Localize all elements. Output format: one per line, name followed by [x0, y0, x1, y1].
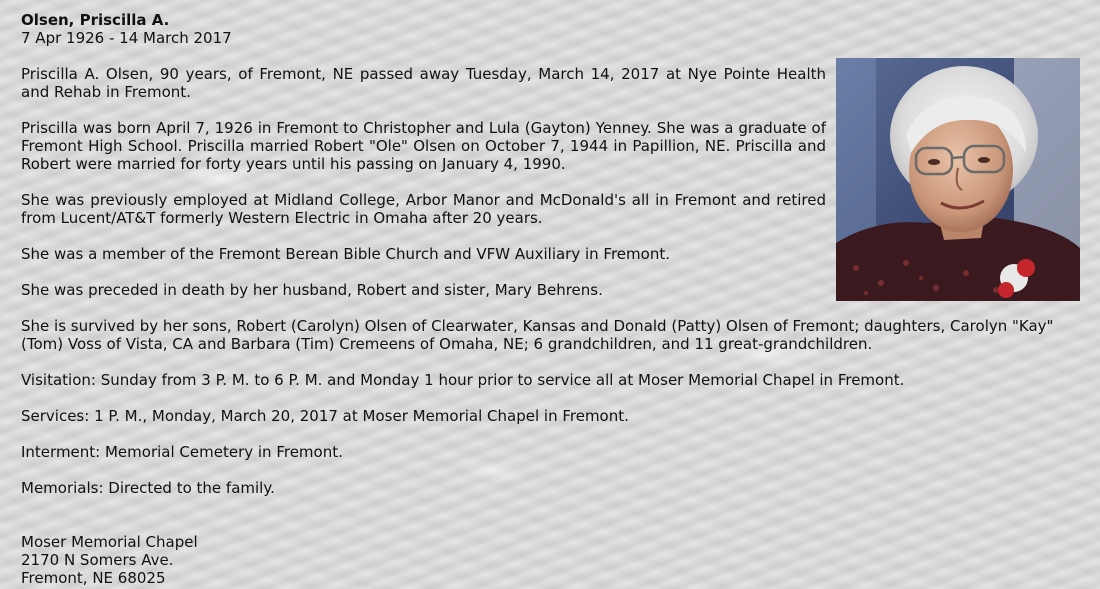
paragraph-visitation: Visitation: Sunday from 3 P. M. to 6 P. M. and Monday 1 hour prior to service all at Moser Memorial Chapel in Fremont.	[21, 371, 905, 389]
paragraph-services: Services: 1 P. M., Monday, March 20, 2017 at Moser Memorial Chapel in Fremont.	[21, 407, 629, 425]
paragraph-survivors: She is survived by her sons, Robert (Carolyn) Olsen of Clearwater, Kansas and Donald (Patty) Olsen of Fremont; daughters, Carolyn "Kay" (Tom) Voss of Vista, CA and Barbara (Tim) Cremeens of Omaha, NE; 6 grandchildren, and 11 great-grandchildren.	[21, 317, 1054, 353]
address-line-chapel: Moser Memorial Chapel	[21, 533, 198, 551]
deceased-name: Olsen, Priscilla A.	[21, 11, 170, 29]
paragraph-intro: Priscilla A. Olsen, 90 years, of Fremont, NE passed away Tuesday, March 14, 2017 at Nye Pointe Health and Rehab in Fremont.	[21, 65, 826, 101]
paragraph-membership: She was a member of the Fremont Berean Bible Church and VFW Auxiliary in Fremont.	[21, 245, 670, 263]
life-dates: 7 Apr 1926 - 14 March 2017	[21, 29, 232, 47]
paragraph-employment: She was previously employed at Midland College, Arbor Manor and McDonald's all in Fremont and retired from Lucent/AT&T formerly Western Electric in Omaha after 20 years.	[21, 191, 826, 227]
portrait-photo	[836, 58, 1080, 301]
paragraph-biography: Priscilla was born April 7, 1926 in Fremont to Christopher and Lula (Gayton) Yenney. She was a graduate of Fremont High School. Priscilla married Robert "Ole" Olsen on October 7, 1944 in Papillion, NE. Priscilla and Robert were married for forty years until his passing on January 4, 1990.	[21, 119, 826, 173]
funeral-home-address	[21, 533, 1091, 587]
paragraph-preceded: She was preceded in death by her husband, Robert and sister, Mary Behrens.	[21, 281, 603, 299]
address-line-street: 2170 N Somers Ave.	[21, 551, 174, 569]
paragraph-interment: Interment: Memorial Cemetery in Fremont.	[21, 443, 343, 461]
paragraph-memorials: Memorials: Directed to the family.	[21, 479, 275, 497]
address-line-city: Fremont, NE 68025	[21, 569, 166, 587]
